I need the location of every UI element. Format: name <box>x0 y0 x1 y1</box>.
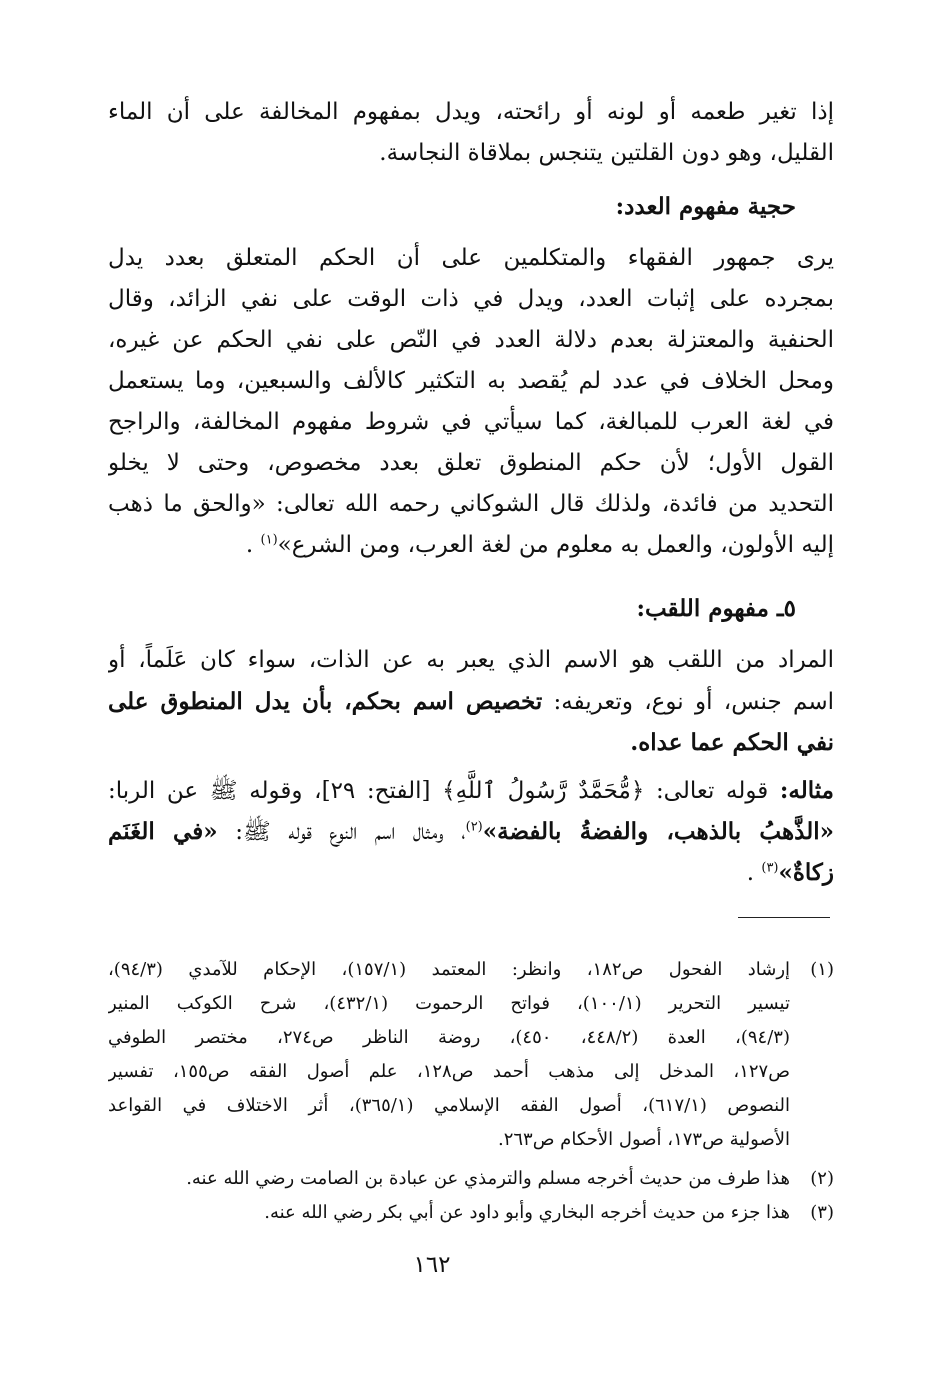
footnote-line: ص١٢٧، المدخل إلى مذهب أحمد ص١٢٨، علم أصول الفقه ص١٥٥، تفسير <box>108 1061 790 1082</box>
text-line: في لغة العرب للمبالغة، كما سيأتي في شروط مفهوم المخالفة، والراجح <box>108 409 834 435</box>
page-number: ١٦٢ <box>413 1252 451 1278</box>
footnote-line: النصوص (٦١٧/١)، أصول الفقه الإسلامي (٣٦٥/١)، أثر الاختلاف في القواعد <box>108 1095 790 1116</box>
definition-intro: اسم جنس، أو نوع، وتعريفه: <box>542 689 834 715</box>
text-line: المراد من اللقب هو الاسم الذي يعبر به عن الذات، سواء كان عَلَماً، أو <box>108 647 834 673</box>
definition-bold: تخصيص اسم بحكم، بأن يدل المنطوق على <box>108 688 543 715</box>
text-line <box>108 525 834 566</box>
footnote-line: هذا طرف من حديث أخرجه مسلم والترمذي عن عبادة بن الصامت رضي الله عنه. <box>186 1168 790 1189</box>
text-line: يرى جمهور الفقهاء والمتكلمين على أن الحكم المتعلق بعدد يدل <box>108 245 834 271</box>
hadith-gold: «الذَّهبُ بالذهب، والفضةُ بالفضة» <box>482 818 834 845</box>
example-verse: قوله تعالى: ﴿مُّحَمَّدٌ رَّسُولُ ٱللَّهِ﴾ [الفتح: ٢٩]، وقوله ﷺ عن الربا: <box>108 778 780 804</box>
period: . <box>245 532 261 558</box>
example-mid: ، ومثال اسم النوع قوله ﷺ: <box>217 819 466 845</box>
text-line <box>108 681 834 722</box>
footnote-ref-3: (٣) <box>761 860 779 876</box>
section-heading-title-concept: ٥ـ مفهوم اللقب: <box>636 595 796 622</box>
footnote-line: تيسير التحرير (١٠٠/١)، فواتح الرحموت (٤٣٢/١)، شرح الكوكب المنير <box>108 993 790 1014</box>
paragraph-title-concept <box>108 640 834 763</box>
footnote-line: (٩٤/٣)، العدة (٤٤٨/٢، ٤٥٠)، روضة الناظر ص٢٧٤، مختصر الطوفي <box>108 1027 790 1048</box>
footnote-2 <box>108 1162 834 1196</box>
footnote-body <box>108 1162 790 1196</box>
text-line: ومحل الخلاف في عدد لم يُقصد به التكثير كالألف والسبعين، وما يستعمل <box>108 368 834 394</box>
footnote-ref-2: (٢) <box>465 819 483 835</box>
footnote-body <box>108 1196 790 1230</box>
text-line <box>108 852 834 893</box>
footnote-line: هذا جزء من حديث أخرجه البخاري وأبو داود عن أبي بكر رضي الله عنه. <box>264 1202 790 1223</box>
text-line <box>108 811 834 852</box>
footnote-number: (١) <box>810 959 834 980</box>
example-label: مثاله: <box>779 777 834 804</box>
footnote-number: (٢) <box>810 1168 834 1189</box>
quote-text: إليه الأولون، والعمل به معلوم من لغة العرب، ومن الشرع» <box>277 532 834 558</box>
hadith-sheep: «في الغَنَم <box>108 818 218 845</box>
footnote-body <box>108 953 790 1157</box>
footnote-number: (٣) <box>810 1202 834 1223</box>
footnote-ref-1: (١) <box>260 532 278 548</box>
text-line: بمجرده على إثبات العدد، ويدل في ذات الوقت على نفي الزائد، وقال <box>108 286 834 312</box>
text-line: القول الأول؛ لأن حكم المنطوق تعلق بعدد مخصوص، وحتى لا يخلو <box>108 450 834 476</box>
paragraph-number-concept <box>108 238 834 566</box>
hadith-zakat: زكاةٌ» <box>778 859 834 886</box>
text-line <box>108 770 834 811</box>
text-line: القليل، وهو دون القلتين يتنجس بملاقاة النجاسة. <box>379 140 834 166</box>
section-heading-number-concept: حجية مفهوم العدد: <box>615 193 796 220</box>
text-line: نفي الحكم عما عداه. <box>630 729 834 756</box>
footnote-line: إرشاد الفحول ص١٨٢، وانظر: المعتمد (١٥٧/١)، الإحكام للآمدي (٩٤/٣)، <box>108 959 790 980</box>
footnote-3 <box>108 1196 834 1230</box>
footnote-divider <box>738 917 830 918</box>
footnote-line: الأصولية ص١٧٣، أصول الأحكام ص٢٦٣. <box>497 1129 790 1150</box>
text-line: إذا تغير طعمه أو لونه أو رائحته، ويدل بمفهوم المخالفة على أن الماء <box>108 99 834 125</box>
paragraph-example <box>108 770 834 893</box>
paragraph-water <box>108 92 834 174</box>
text-line: التحديد من فائدة، ولذلك قال الشوكاني رحمه الله تعالى: «والحق ما ذهب <box>108 491 834 517</box>
period: . <box>746 860 762 886</box>
text-line: الحنفية والمعتزلة بعدم دلالة العدد في النّص على نفي الحكم عن غيره، <box>108 327 834 353</box>
footnote-1 <box>108 953 834 1157</box>
